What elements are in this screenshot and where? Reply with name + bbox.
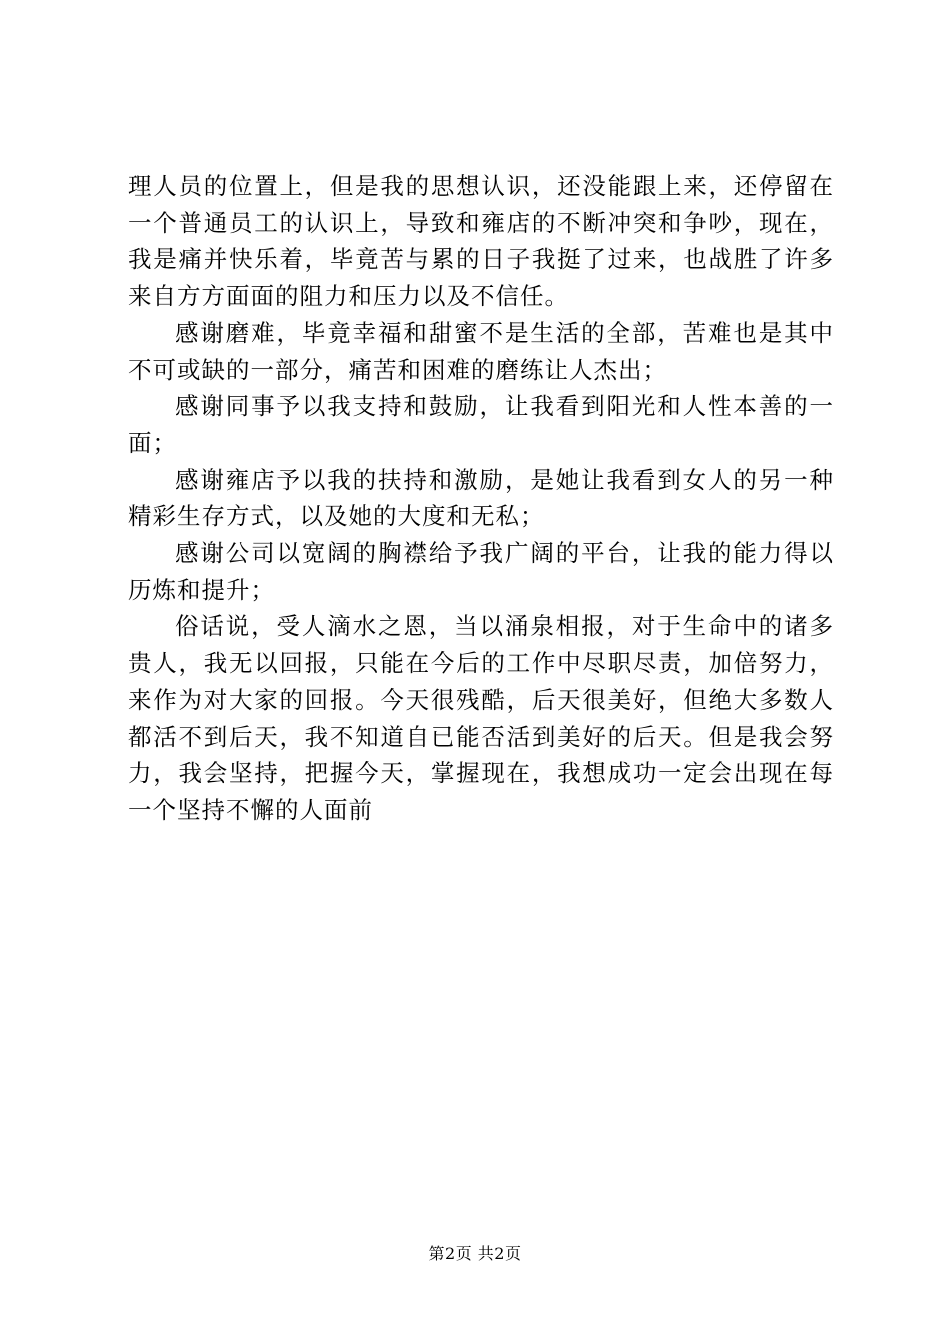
paragraph-closing: 俗话说，受人滴水之恩，当以涌泉相报，对于生命中的诸多贵人，我无以回报，只能在今后的工作中尽职尽责，加倍努力，来作为对大家的回报。今天很残酷，后天很美好，但绝大多数人都活不到后天，我不知道自已能否活到美好的后天。但是我会努力，我会坚持，把握今天，掌握现在，我想成功一定会出现在每一个坚持不懈的人面前 <box>128 612 834 824</box>
paragraph-thanks-colleagues: 感谢同事予以我支持和鼓励，让我看到阳光和人性本善的一面； <box>128 392 834 457</box>
paragraph-thanks-manager: 感谢雍店予以我的扶持和激励，是她让我看到女人的另一种精彩生存方式，以及她的大度和无私； <box>128 465 834 531</box>
paragraph-thanks-hardship: 感谢磨难，毕竟幸福和甜蜜不是生活的全部，苦难也是其中不可或缺的一部分，痛苦和困难的磨练让人杰出； <box>128 318 834 384</box>
page-number-footer: 第2页 共2页 <box>428 1244 522 1263</box>
paragraph-continuation: 理人员的位置上，但是我的思想认识，还没能跟上来，还停留在一个普通员工的认识上，导致和雍店的不断冲突和争吵，现在，我是痛并快乐着，毕竟苦与累的日子我挺了过来，也战胜了许多来自方方面面的阻力和压力以及不信任。 <box>128 172 834 311</box>
document-body <box>128 168 834 829</box>
paragraph-thanks-company: 感谢公司以宽阔的胸襟给予我广阔的平台，让我的能力得以历炼和提升； <box>128 539 834 604</box>
